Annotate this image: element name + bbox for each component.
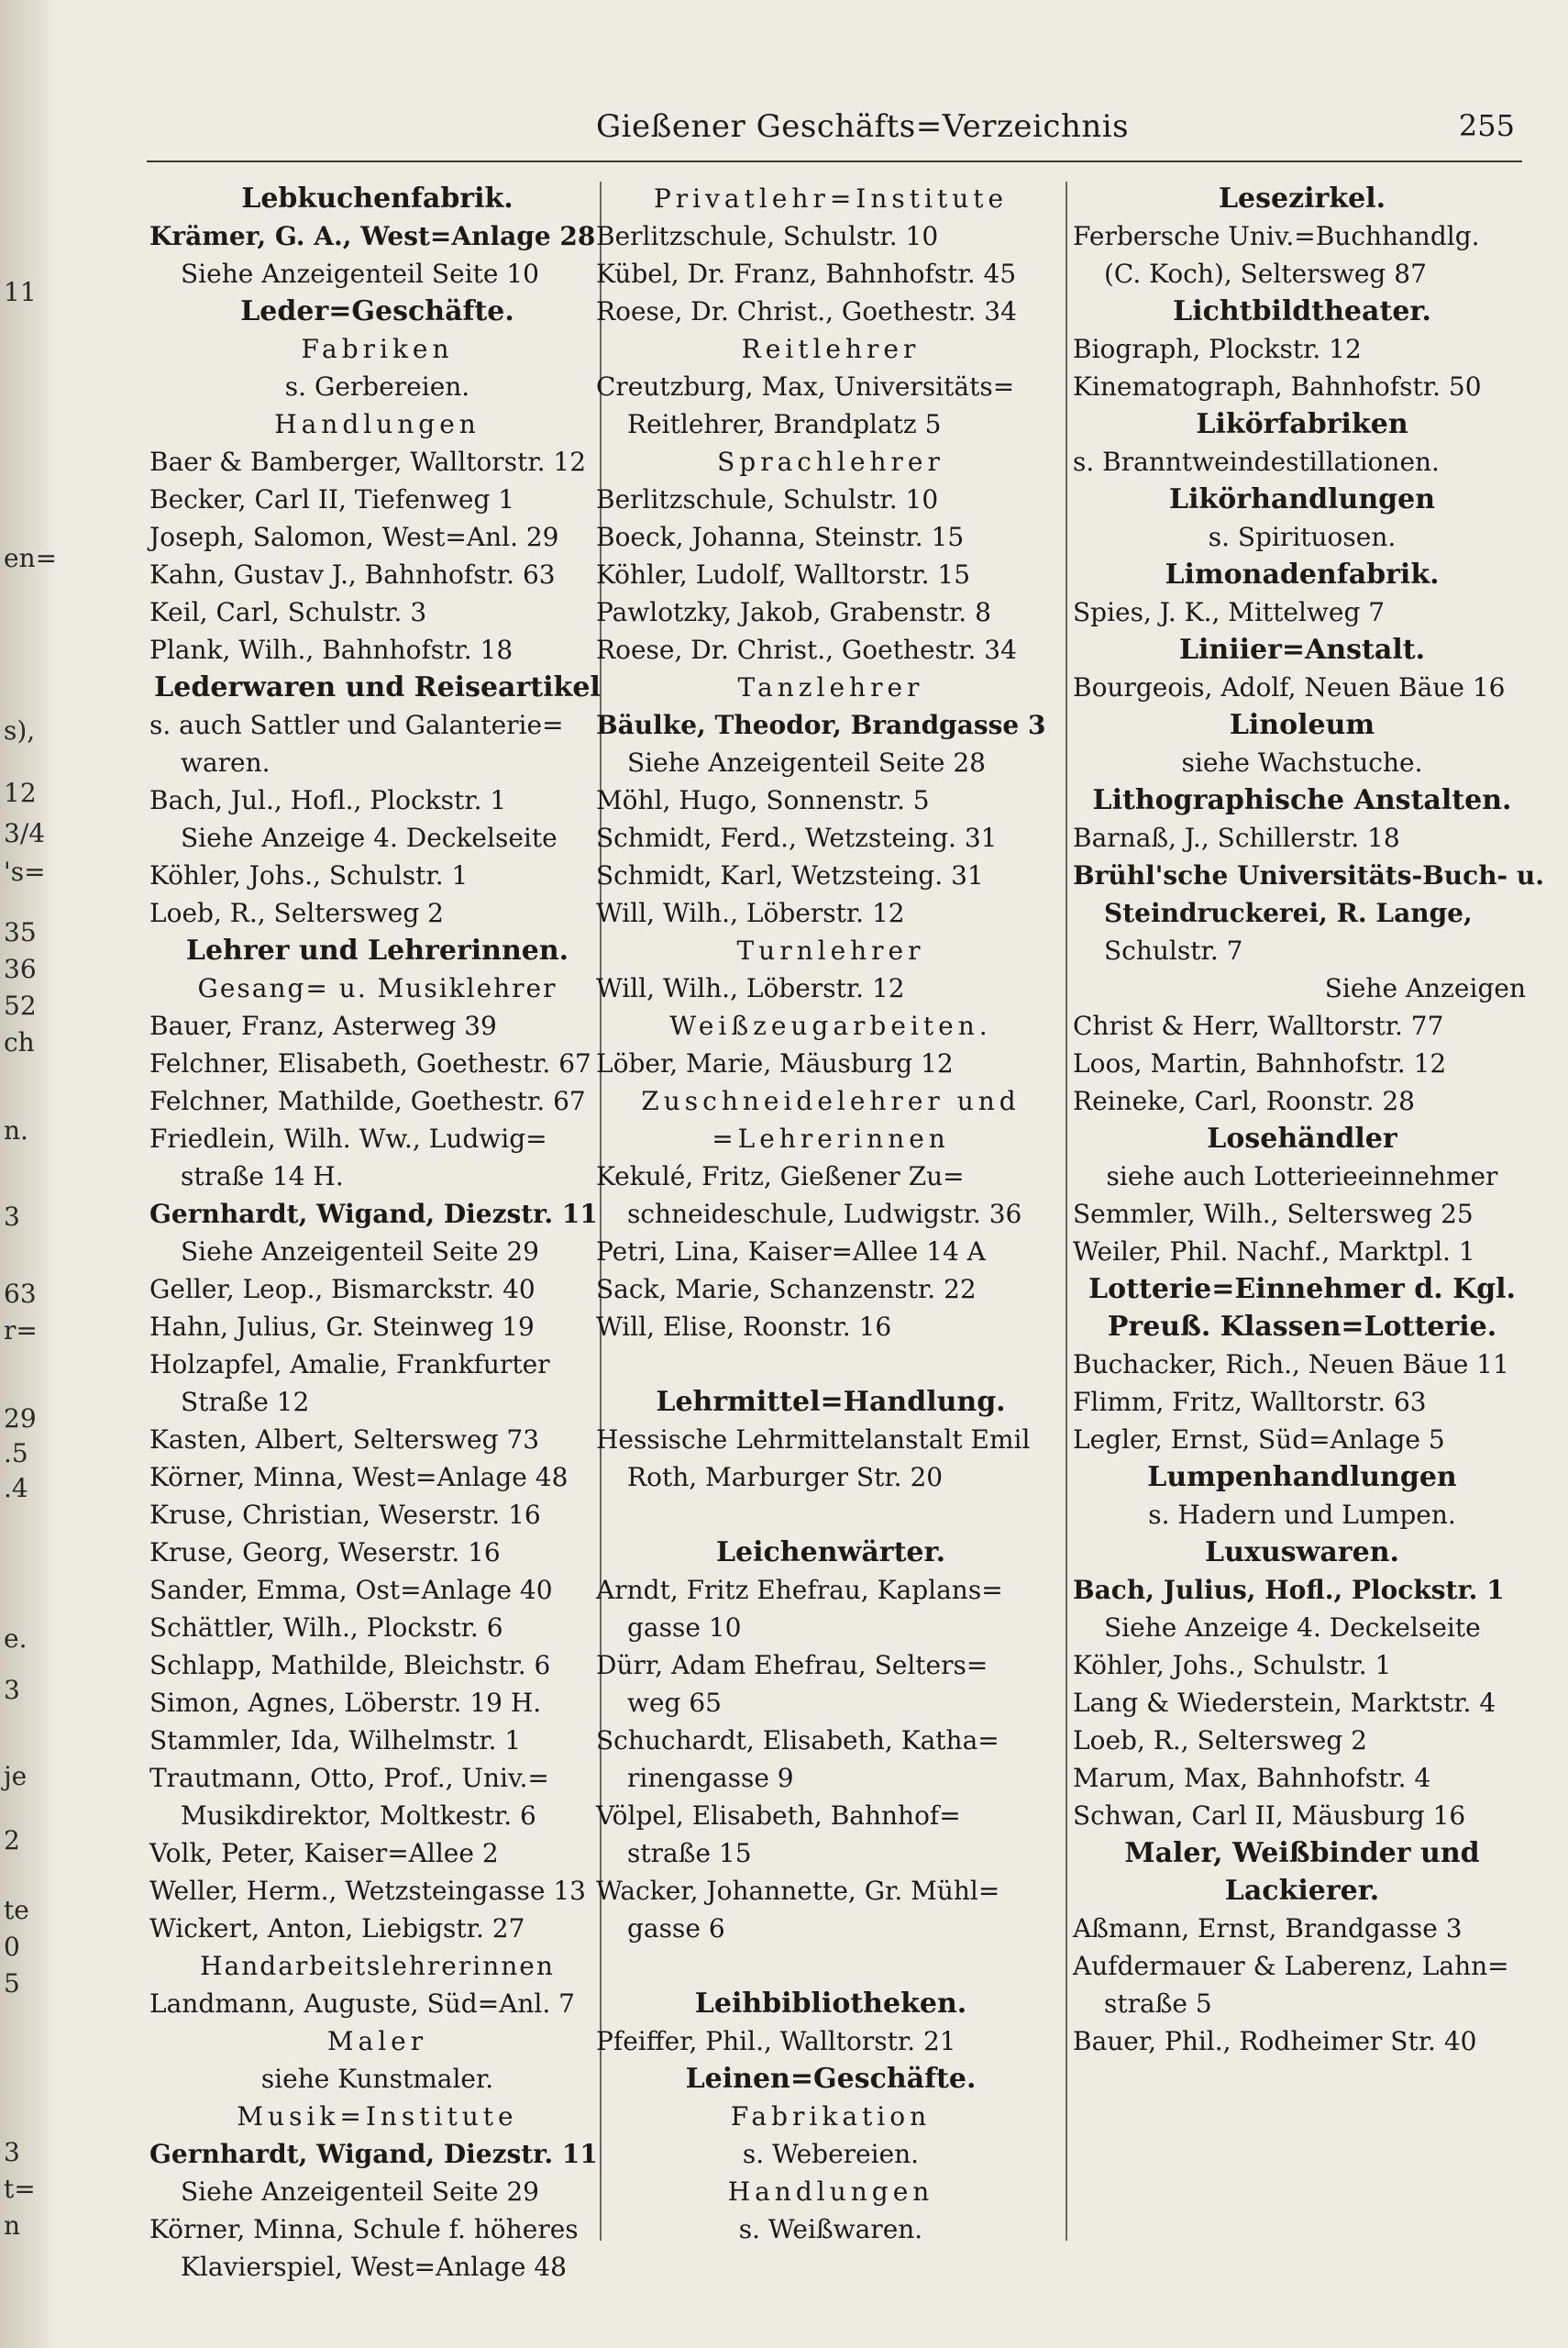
entry-line: waren.: [181, 748, 271, 778]
entry-line: Löber, Marie, Mäusburg 12: [596, 1048, 954, 1079]
entry-line: Barnaß, J., Schillerstr. 18: [1073, 823, 1400, 853]
entry-line: Reineke, Carl, Roonstr. 28: [1073, 1086, 1415, 1116]
entry-line: Klavierspiel, West=Anlage 48: [181, 2252, 567, 2282]
entry-line: Siehe Anzeigenteil Seite 29: [181, 1236, 539, 1267]
entry-line: Felchner, Mathilde, Goethestr. 67: [149, 1086, 586, 1116]
entry-line: Schuchardt, Elisabeth, Katha=: [596, 1725, 999, 1755]
subsection-heading: Maler: [326, 2026, 428, 2056]
entry-line: Boeck, Johanna, Steinstr. 15: [596, 522, 965, 552]
entry-line: Creutzburg, Max, Universitäts=: [596, 371, 1015, 402]
subsection-heading: Musik=Institute: [237, 2101, 518, 2132]
spacer: [596, 1346, 1066, 1383]
entry-line: Siehe Anzeigenteil Seite 28: [627, 748, 986, 778]
entry-line: Bauer, Phil., Rodheimer Str. 40: [1073, 2026, 1477, 2056]
entry-line: Köhler, Johs., Schulstr. 1: [149, 860, 469, 891]
entry-line: gasse 6: [627, 1913, 725, 1944]
entry-line: Kekulé, Fritz, Gießener Zu=: [596, 1161, 965, 1191]
entry-line: Joseph, Salomon, West=Anl. 29: [149, 522, 559, 552]
entry-line: Wickert, Anton, Liebigstr. 27: [149, 1913, 525, 1944]
entry-line: Will, Wilh., Löberstr. 12: [596, 973, 905, 1003]
gutter-fragment: te: [4, 1895, 29, 1925]
gutter-fragment: 3/4: [4, 818, 46, 848]
facing-page-gutter: [0, 0, 57, 2348]
section-heading: Lebkuchenfabrik.: [241, 183, 513, 215]
subsection-heading: Privatlehr=Institute: [653, 183, 1009, 214]
entry-line: Kruse, Christian, Weserstr. 16: [149, 1500, 541, 1530]
entry-line: Simon, Agnes, Löberstr. 19 H.: [149, 1688, 542, 1718]
entry-line: Geller, Leop., Bismarckstr. 40: [149, 1274, 536, 1304]
section-heading: Lumpenhandlungen: [1147, 1461, 1457, 1493]
gutter-fragment: 3: [4, 2137, 20, 2167]
gutter-fragment: .4: [4, 1473, 28, 1503]
entry-line: rinengasse 9: [627, 1763, 794, 1793]
entry-line: Kasten, Albert, Seltersweg 73: [149, 1424, 540, 1455]
entry-line: Bäulke, Theodor, Brandgasse 3: [596, 710, 1046, 740]
entry-line: schneideschule, Ludwigstr. 36: [627, 1199, 1022, 1229]
section-heading: Likörhandlungen: [1168, 483, 1436, 515]
gutter-fragment: 35: [4, 917, 37, 947]
entry-line: Straße 12: [181, 1387, 310, 1417]
entry-line: Siehe Anzeigenteil Seite 29: [181, 2176, 539, 2207]
column-divider: [1066, 182, 1067, 2241]
entry-line: s. Hadern und Lumpen.: [1148, 1500, 1456, 1530]
entry-line: Brühl'sche Universitäts-Buch- u.: [1073, 860, 1545, 891]
entry-line: Ferbersche Univ.=Buchhandlg.: [1073, 221, 1480, 251]
section-heading: Likörfabriken: [1196, 408, 1408, 440]
entry-line: Semmler, Wilh., Seltersweg 25: [1073, 1199, 1474, 1229]
entry-line: Siehe Anzeigen: [1324, 973, 1526, 1003]
entry-line: siehe Wachstuche.: [1181, 748, 1423, 778]
section-heading: Lithographische Anstalten.: [1092, 784, 1512, 816]
entry-line: Christ & Herr, Walltorstr. 77: [1073, 1011, 1444, 1041]
entry-line: Petri, Lina, Kaiser=Allee 14 A: [596, 1236, 986, 1267]
entry-line: Will, Elise, Roonstr. 16: [596, 1312, 892, 1342]
gutter-fragment: 36: [4, 954, 37, 984]
entry-line: Handarbeitslehrerinnen: [200, 1951, 555, 1981]
column-right: [1073, 180, 1545, 2337]
gutter-fragment: 2: [4, 1825, 20, 1855]
entry-line: (C. Koch), Seltersweg 87: [1104, 259, 1427, 289]
entry-line: Loeb, R., Seltersweg 2: [1073, 1725, 1367, 1755]
subsection-heading: Tanzlehrer: [737, 672, 924, 703]
entry-line: Pawlotzky, Jakob, Grabenstr. 8: [596, 597, 991, 627]
entry-line: Pfeiffer, Phil., Walltorstr. 21: [596, 2026, 956, 2056]
entry-line: Flimm, Fritz, Walltorstr. 63: [1073, 1387, 1427, 1417]
header-rule: [147, 161, 1522, 162]
section-heading: Lederwaren und Reiseartikel: [154, 671, 601, 703]
entry-line: s. Spirituosen.: [1208, 522, 1397, 552]
entry-line: Gernhardt, Wigand, Diezstr. 11: [149, 1199, 598, 1229]
entry-line: Köhler, Johs., Schulstr. 1: [1073, 1650, 1392, 1680]
entry-line: Berlitzschule, Schulstr. 10: [596, 484, 939, 515]
entry-line: Friedlein, Wilh. Ww., Ludwig=: [149, 1124, 547, 1154]
entry-line: Roth, Marburger Str. 20: [627, 1462, 944, 1492]
subsection-heading: Handlungen: [727, 2176, 934, 2207]
entry-line: Krämer, G. A., West=Anlage 28: [149, 221, 596, 251]
subsection-heading: Weißzeugarbeiten.: [669, 1011, 992, 1041]
gutter-fragment: s),: [4, 715, 36, 746]
gutter-fragment: ch: [4, 1027, 35, 1058]
subsection-heading: Fabrikation: [730, 2101, 932, 2132]
section-heading: Luxuswaren.: [1205, 1536, 1399, 1568]
entry-line: Schmidt, Ferd., Wetzsteing. 31: [596, 823, 998, 853]
entry-line: Volk, Peter, Kaiser=Allee 2: [149, 1838, 499, 1868]
entry-line: Kruse, Georg, Weserstr. 16: [149, 1537, 501, 1567]
gutter-fragment: 11: [4, 277, 37, 307]
entry-line: Schmidt, Karl, Wetzsteing. 31: [596, 860, 984, 891]
entry-line: Biograph, Plockstr. 12: [1073, 334, 1362, 364]
entry-line: Becker, Carl II, Tiefenweg 1: [149, 484, 515, 515]
entry-line: Siehe Anzeige 4. Deckelseite: [1104, 1612, 1481, 1643]
entry-line: s. Branntweindestillationen.: [1073, 447, 1440, 477]
subsection-heading: Zuschneidelehrer und: [641, 1086, 1021, 1116]
entry-line: Hahn, Julius, Gr. Steinweg 19: [149, 1312, 535, 1342]
entry-line: Möhl, Hugo, Sonnenstr. 5: [596, 785, 930, 815]
entry-line: Bourgeois, Adolf, Neuen Bäue 16: [1073, 672, 1506, 703]
section-heading: Linoleum: [1229, 709, 1375, 741]
entry-line: Aßmann, Ernst, Brandgasse 3: [1073, 1913, 1463, 1944]
entry-line: Völpel, Elisabeth, Bahnhof=: [596, 1800, 961, 1831]
section-heading: Leder=Geschäfte.: [240, 295, 514, 327]
entry-line: Stammler, Ida, Wilhelmstr. 1: [149, 1725, 522, 1755]
gutter-fragment: 52: [4, 991, 37, 1021]
entry-line: Schulstr. 7: [1104, 936, 1243, 966]
section-heading: Liniier=Anstalt.: [1178, 634, 1426, 666]
entry-line: Baer & Bamberger, Walltorstr. 12: [149, 447, 587, 477]
running-head: Gießener Geschäfts=Verzeichnis: [596, 108, 1130, 145]
subsection-heading: Sprachlehrer: [717, 447, 944, 477]
gutter-fragment: n: [4, 2210, 21, 2241]
gutter-fragment: 29: [4, 1403, 37, 1434]
entry-line: Sack, Marie, Schanzenstr. 22: [596, 1274, 977, 1304]
entry-line: Holzapfel, Amalie, Frankfurter: [149, 1349, 550, 1379]
entry-line: Körner, Minna, West=Anlage 48: [149, 1462, 569, 1492]
entry-line: Lang & Wiederstein, Marktstr. 4: [1073, 1688, 1496, 1718]
entry-line: Wacker, Johannette, Gr. Mühl=: [596, 1876, 1000, 1906]
entry-line: Keil, Carl, Schulstr. 3: [149, 597, 427, 627]
entry-line: Siehe Anzeige 4. Deckelseite: [181, 823, 558, 853]
entry-line: Schlapp, Mathilde, Bleichstr. 6: [149, 1650, 551, 1680]
entry-line: Köhler, Ludolf, Walltorstr. 15: [596, 559, 971, 590]
subsection-heading: Turnlehrer: [736, 936, 925, 966]
entry-line: straße 14 H.: [181, 1161, 344, 1191]
gutter-fragment: 12: [4, 778, 37, 808]
entry-line: Dürr, Adam Ehefrau, Selters=: [596, 1650, 988, 1680]
spacer: [596, 1947, 1066, 1985]
gutter-fragment: en=: [4, 543, 57, 573]
entry-line: Spies, J. K., Mittelweg 7: [1073, 597, 1386, 627]
entry-line: Siehe Anzeigenteil Seite 10: [181, 259, 539, 289]
section-heading: Lesezirkel.: [1218, 183, 1386, 215]
gutter-fragment: 5: [4, 1968, 20, 1999]
gutter-fragment: 63: [4, 1279, 37, 1309]
entry-line: Berlitzschule, Schulstr. 10: [596, 221, 939, 251]
entry-line: Loeb, R., Seltersweg 2: [149, 898, 444, 928]
section-heading: Maler, Weißbinder und: [1124, 1837, 1480, 1869]
entry-line: straße 5: [1104, 1988, 1212, 2019]
section-heading: Lehrmittel=Handlung.: [656, 1386, 1006, 1418]
entry-line: Bauer, Franz, Asterweg 39: [149, 1011, 497, 1041]
entry-line: Körner, Minna, Schule f. höheres: [149, 2214, 579, 2244]
entry-line: Gesang= u. Musiklehrer: [197, 973, 558, 1003]
entry-line: Weiler, Phil. Nachf., Marktpl. 1: [1073, 1236, 1475, 1267]
entry-line: Plank, Wilh., Bahnhofstr. 18: [149, 635, 513, 665]
gutter-fragment: e.: [4, 1623, 28, 1654]
entry-line: s. Weißwaren.: [738, 2214, 923, 2244]
section-heading: Preuß. Klassen=Lotterie.: [1107, 1311, 1497, 1343]
entry-line: Loos, Martin, Bahnhofstr. 12: [1073, 1048, 1447, 1079]
section-heading: Lotterie=Einnehmer d. Kgl.: [1088, 1273, 1516, 1305]
entry-line: Aufdermauer & Laberenz, Lahn=: [1073, 1951, 1509, 1981]
section-heading: Leichenwärter.: [715, 1536, 946, 1568]
entry-line: Weller, Herm., Wetzsteingasse 13: [149, 1876, 586, 1906]
entry-line: Buchacker, Rich., Neuen Bäue 11: [1073, 1349, 1509, 1379]
gutter-fragment: 3: [4, 1202, 20, 1232]
entry-line: siehe Kunstmaler.: [260, 2064, 494, 2094]
section-heading: Lehrer und Lehrerinnen.: [185, 935, 569, 967]
entry-line: Roese, Dr. Christ., Goethestr. 34: [596, 635, 1017, 665]
section-heading: Losehändler: [1207, 1123, 1397, 1155]
section-heading: Limonadenfabrik.: [1165, 559, 1440, 591]
subsection-heading: Fabriken: [301, 334, 454, 364]
entry-line: Kinematograph, Bahnhofstr. 50: [1073, 371, 1482, 402]
entry-line: Hessische Lehrmittelanstalt Emil: [596, 1424, 1031, 1455]
section-heading: Leihbibliotheken.: [694, 1988, 967, 2020]
gutter-fragment: 's=: [4, 857, 46, 887]
subsection-heading: Handlungen: [274, 409, 480, 439]
column-middle: [596, 180, 1066, 2337]
gutter-fragment: t=: [4, 2174, 36, 2204]
entry-line: straße 15: [627, 1838, 752, 1868]
entry-line: Steindruckerei, R. Lange,: [1104, 898, 1473, 928]
gutter-fragment: 3: [4, 1675, 20, 1705]
entry-line: Roese, Dr. Christ., Goethestr. 34: [596, 296, 1017, 327]
entry-line: s. Webereien.: [742, 2139, 920, 2169]
entry-line: Arndt, Fritz Ehefrau, Kaplans=: [596, 1575, 1003, 1605]
entry-line: gasse 10: [627, 1612, 742, 1643]
gutter-fragment: 0: [4, 1932, 20, 1962]
entry-line: Kübel, Dr. Franz, Bahnhofstr. 45: [596, 259, 1017, 289]
entry-line: Landmann, Auguste, Süd=Anl. 7: [149, 1988, 575, 2019]
section-heading: Leinen=Geschäfte.: [685, 2063, 977, 2095]
subsection-heading: =Lehrerinnen: [712, 1124, 950, 1154]
section-heading: Lichtbildtheater.: [1173, 295, 1431, 327]
entry-line: Felchner, Elisabeth, Goethestr. 67: [149, 1048, 591, 1079]
column-left: [149, 180, 605, 2337]
entry-line: Will, Wilh., Löberstr. 12: [596, 898, 905, 928]
entry-line: Musikdirektor, Moltkestr. 6: [181, 1800, 536, 1831]
gutter-fragment: r=: [4, 1315, 38, 1346]
entry-line: Bach, Julius, Hofl., Plockstr. 1: [1073, 1575, 1505, 1605]
gutter-fragment: n.: [4, 1115, 28, 1146]
entry-line: Gernhardt, Wigand, Diezstr. 11: [149, 2139, 598, 2169]
entry-line: Marum, Max, Bahnhofstr. 4: [1073, 1763, 1431, 1793]
entry-line: weg 65: [627, 1688, 722, 1718]
entry-line: s. Gerbereien.: [284, 371, 470, 402]
entry-line: siehe auch Lotterieeinnehmer: [1106, 1161, 1498, 1191]
subsection-heading: Reitlehrer: [741, 334, 921, 364]
gutter-fragment: je: [4, 1761, 28, 1791]
entry-line: Reitlehrer, Brandplatz 5: [627, 409, 942, 439]
entry-line: s. auch Sattler und Galanterie=: [149, 710, 564, 740]
entry-line: Kahn, Gustav J., Bahnhofstr. 63: [149, 559, 556, 590]
entry-line: Schwan, Carl II, Mäusburg 16: [1073, 1800, 1466, 1831]
entry-line: Sander, Emma, Ost=Anlage 40: [149, 1575, 553, 1605]
section-heading: Lackierer.: [1224, 1875, 1380, 1907]
entry-line: Schättler, Wilh., Plockstr. 6: [149, 1612, 503, 1643]
spacer: [596, 1496, 1066, 1534]
gutter-fragment: .5: [4, 1438, 28, 1468]
page-number: 255: [1458, 108, 1515, 143]
entry-line: Bach, Jul., Hofl., Plockstr. 1: [149, 785, 507, 815]
entry-line: Legler, Ernst, Süd=Anlage 5: [1073, 1424, 1445, 1455]
entry-line: Trautmann, Otto, Prof., Univ.=: [149, 1763, 549, 1793]
